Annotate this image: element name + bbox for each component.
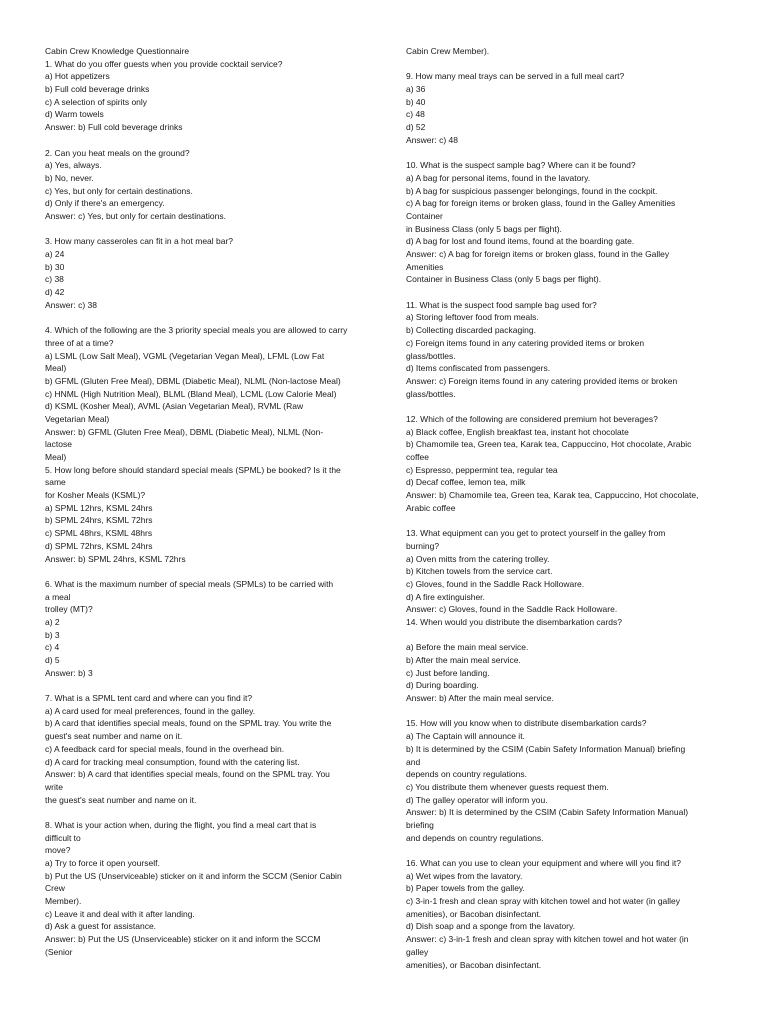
text-line: galley: [406, 946, 429, 957]
blank-line: [45, 311, 367, 324]
text-line: c) You distribute them whenever guests request them.: [406, 781, 609, 792]
text-line: 14. When would you distribute the disembarkation cards?: [406, 616, 622, 627]
text-line: c) Gloves, found in the Saddle Rack Holloware.: [406, 578, 585, 589]
text-line: and: [406, 756, 421, 767]
text-line: a) Wet wipes from the lavatory.: [406, 870, 523, 881]
text-line: d) Ask a guest for assistance.: [45, 921, 157, 932]
blank-line: [406, 629, 728, 642]
text-line: Cabin Crew Member).: [406, 46, 490, 56]
text-line: a) SPML 12hrs, KSML 24hrs: [45, 502, 153, 513]
right-column: [406, 45, 728, 971]
text-line: Crew: [45, 883, 65, 894]
blank-line: [45, 806, 367, 819]
text-line: 6. What is the maximum number of special meals (SPMLs) to be carried with: [45, 578, 334, 589]
text-line: 9. How many meal trays can be served in a full meal cart?: [406, 71, 625, 82]
text-line: c) Foreign items found in any catering provided items or broken: [406, 337, 645, 348]
text-line: for Kosher Meals (KSML)?: [45, 490, 146, 501]
text-line: Answer: b) Chamomile tea, Green tea, Karak tea, Cappuccino, Hot chocolate,: [406, 490, 699, 501]
text-line: c) 3-in-1 fresh and clean spray with kitchen towel and hot water (in galley: [406, 896, 681, 907]
blank-line: [406, 286, 728, 299]
blank-line: [45, 223, 367, 236]
text-line: c) Leave it and deal with it after landing.: [45, 908, 195, 919]
text-line: a) A bag for personal items, found in the lavatory.: [406, 172, 591, 183]
text-line: c) 38: [45, 274, 64, 285]
text-line: b) It is determined by the CSIM (Cabin Safety Information Manual) briefing: [406, 743, 686, 754]
text-line: d) Dish soap and a sponge from the lavatory.: [406, 921, 575, 932]
blank-line: [45, 679, 367, 692]
text-line: 11. What is the suspect food sample bag used for?: [406, 299, 597, 310]
text-line: burning?: [406, 540, 440, 551]
blank-line: [406, 58, 728, 71]
text-line: and depends on country regulations.: [406, 832, 544, 843]
text-line: 2. Can you heat meals on the ground?: [45, 147, 190, 158]
text-line: c) A selection of spirits only: [45, 96, 148, 107]
text-line: 15. How will you know when to distribute disembarkation cards?: [406, 718, 647, 729]
text-line: same: [45, 477, 66, 488]
text-line: d) A card for tracking meal consumption, found with the catering list.: [45, 756, 300, 767]
blank-line: [406, 400, 728, 413]
text-line: Answer: c) Gloves, found in the Saddle Rack Holloware.: [406, 604, 618, 615]
text-line: 1. What do you offer guests when you provide cocktail service?: [45, 58, 283, 69]
text-line: b) Full cold beverage drinks: [45, 84, 150, 95]
text-line: 10. What is the suspect sample bag? Where can it be found?: [406, 160, 636, 171]
text-line: d) SPML 72hrs, KSML 24hrs: [45, 540, 153, 551]
text-line: a) Oven mitts from the catering trolley.: [406, 553, 550, 564]
text-line: guest's seat number and name on it.: [45, 731, 183, 742]
text-line: 13. What equipment can you get to protect yourself in the galley from: [406, 528, 666, 539]
text-line: d) Decaf coffee, lemon tea, milk: [406, 477, 526, 488]
text-line: 5. How long before should standard special meals (SPML) be booked? Is it the: [45, 464, 341, 475]
text-line: write: [45, 781, 63, 792]
text-line: Answer: b) Put the US (Unserviceable) sticker on it and inform the SCCM: [45, 934, 321, 945]
text-line: Meal): [45, 363, 67, 374]
text-line: Answer: b) Full cold beverage drinks: [45, 122, 183, 133]
text-line: a) 2: [45, 616, 60, 627]
blank-line: [45, 134, 367, 147]
text-line: d) 42: [45, 287, 65, 298]
text-line: trolley (MT)?: [45, 604, 93, 615]
text-line: glass/bottles.: [406, 350, 456, 361]
text-line: d) Items confiscated from passengers.: [406, 363, 551, 374]
text-line: Answer: c) 3-in-1 fresh and clean spray with kitchen towel and hot water (in: [406, 934, 689, 945]
text-line: a) Before the main meal service.: [406, 642, 529, 653]
text-line: c) SPML 48hrs, KSML 48hrs: [45, 528, 153, 539]
text-line: Answer: c) 38: [45, 299, 97, 310]
text-line: lactose: [45, 439, 72, 450]
text-line: Container in Business Class (only 5 bags per flight).: [406, 274, 602, 285]
text-line: 8. What is your action when, during the flight, you find a meal cart that is: [45, 819, 317, 830]
text-line: amenities), or Bacoban disinfectant.: [406, 959, 542, 970]
text-line: b) GFML (Gluten Free Meal), DBML (Diabetic Meal), NLML (Non-lactose Meal): [45, 375, 341, 386]
text-line: b) Kitchen towels from the service cart.: [406, 566, 553, 577]
text-line: a) 36: [406, 84, 426, 95]
text-line: glass/bottles.: [406, 388, 456, 399]
text-line: b) 30: [45, 261, 65, 272]
text-line: Answer: b) GFML (Gluten Free Meal), DBML (Diabetic Meal), NLML (Non-: [45, 426, 324, 437]
text-line: c) Just before landing.: [406, 667, 490, 678]
text-line: Answer: b) A card that identifies special meals, found on the SPML tray. You: [45, 769, 330, 780]
text-line: Answer: c) A bag for foreign items or broken glass, found in the Galley: [406, 249, 670, 259]
text-line: Answer: c) 48: [406, 134, 458, 145]
text-line: d) Only if there's an emergency.: [45, 198, 165, 209]
text-line: Arabic coffee: [406, 502, 456, 513]
text-line: a) Storing leftover food from meals.: [406, 312, 539, 323]
blank-line: [406, 514, 728, 527]
text-line: c) A feedback card for special meals, found in the overhead bin.: [45, 743, 285, 754]
text-line: 4. Which of the following are the 3 priority special meals you are allowed to carry: [45, 325, 348, 336]
text-line: d) Warm towels: [45, 109, 104, 120]
text-line: 16. What can you use to clean your equipment and where will you find it?: [406, 858, 681, 868]
text-line: b) No, never.: [45, 172, 94, 183]
text-line: in Business Class (only 5 bags per flight).: [406, 223, 562, 234]
text-line: b) 3: [45, 629, 60, 640]
text-line: d) A bag for lost and found items, found at the boarding gate.: [406, 236, 635, 247]
text-line: d) The galley operator will inform you.: [406, 794, 548, 805]
text-line: 12. Which of the following are considered premium hot beverages?: [406, 413, 658, 424]
text-line: Vegetarian Meal): [45, 413, 110, 424]
text-line: three of at a time?: [45, 337, 114, 348]
text-line: coffee: [406, 452, 430, 462]
text-line: c) HNML (High Nutrition Meal), BLML (Bland Meal), LCML (Low Calorie Meal): [45, 388, 337, 399]
text-line: c) Espresso, peppermint tea, regular tea: [406, 464, 558, 475]
blank-line: [406, 705, 728, 718]
blank-line: [406, 147, 728, 160]
text-line: a) Try to force it open yourself.: [45, 858, 160, 868]
text-line: a meal: [45, 591, 71, 602]
text-line: b) Collecting discarded packaging.: [406, 325, 536, 336]
text-line: b) SPML 24hrs, KSML 72hrs: [45, 515, 153, 526]
text-line: move?: [45, 845, 71, 856]
text-line: Answer: b) It is determined by the CSIM (Cabin Safety Information Manual): [406, 807, 689, 818]
text-line: difficult to: [45, 832, 81, 843]
text-line: Answer: b) SPML 24hrs, KSML 72hrs: [45, 553, 186, 564]
text-line: b) Chamomile tea, Green tea, Karak tea, Cappuccino, Hot chocolate, Arabic: [406, 439, 692, 450]
text-line: a) The Captain will announce it.: [406, 731, 525, 742]
text-line: depends on country regulations.: [406, 769, 527, 780]
text-line: Member).: [45, 896, 82, 907]
text-line: briefing: [406, 819, 434, 830]
text-line: d) During boarding.: [406, 680, 479, 691]
text-line: (Senior: [45, 946, 73, 957]
text-line: Container: [406, 210, 443, 221]
text-line: 3. How many casseroles can fit in a hot meal bar?: [45, 236, 234, 247]
text-line: b) 40: [406, 96, 426, 107]
text-line: d) 52: [406, 122, 426, 133]
left-column: [45, 45, 367, 959]
text-line: b) A card that identifies special meals, found on the SPML tray. You write the: [45, 718, 332, 729]
text-line: c) 48: [406, 109, 425, 120]
text-line: c) 4: [45, 642, 60, 653]
text-line: Cabin Crew Knowledge Questionnaire: [45, 46, 190, 56]
text-line: d) KSML (Kosher Meal), AVML (Asian Vegetarian Meal), RVML (Raw: [45, 401, 304, 412]
text-line: Answer: b) 3: [45, 667, 93, 678]
text-line: b) A bag for suspicious passenger belongings, found in the cockpit.: [406, 185, 658, 196]
text-line: 7. What is a SPML tent card and where can you find it?: [45, 693, 253, 704]
text-line: the guest's seat number and name on it.: [45, 794, 197, 805]
text-line: b) Paper towels from the galley.: [406, 883, 525, 894]
text-line: a) LSML (Low Salt Meal), VGML (Vegetarian Vegan Meal), LFML (Low Fat: [45, 350, 325, 361]
text-line: Answer: b) After the main meal service.: [406, 693, 554, 704]
text-line: Amenities: [406, 261, 444, 272]
text-line: a) A card used for meal preferences, found in the galley.: [45, 705, 256, 716]
text-line: c) Yes, but only for certain destinations.: [45, 185, 193, 196]
text-line: d) A fire extinguisher.: [406, 591, 485, 602]
text-line: amenities), or Bacoban disinfectant.: [406, 908, 542, 919]
text-line: Meal): [45, 452, 67, 462]
text-line: d) 5: [45, 655, 60, 665]
text-line: b) After the main meal service.: [406, 655, 521, 665]
text-line: a) Yes, always.: [45, 160, 102, 171]
text-line: a) Hot appetizers: [45, 71, 110, 82]
text-line: a) Black coffee, English breakfast tea, instant hot chocolate: [406, 426, 629, 437]
text-line: c) A bag for foreign items or broken glass, found in the Galley Amenities: [406, 198, 676, 209]
text-line: Answer: c) Yes, but only for certain destinations.: [45, 210, 226, 221]
blank-line: [45, 565, 367, 578]
text-line: b) Put the US (Unserviceable) sticker on it and inform the SCCM (Senior Cabin: [45, 870, 342, 881]
blank-line: [406, 844, 728, 857]
text-line: a) 24: [45, 249, 65, 259]
text-line: Answer: c) Foreign items found in any catering provided items or broken: [406, 375, 678, 386]
